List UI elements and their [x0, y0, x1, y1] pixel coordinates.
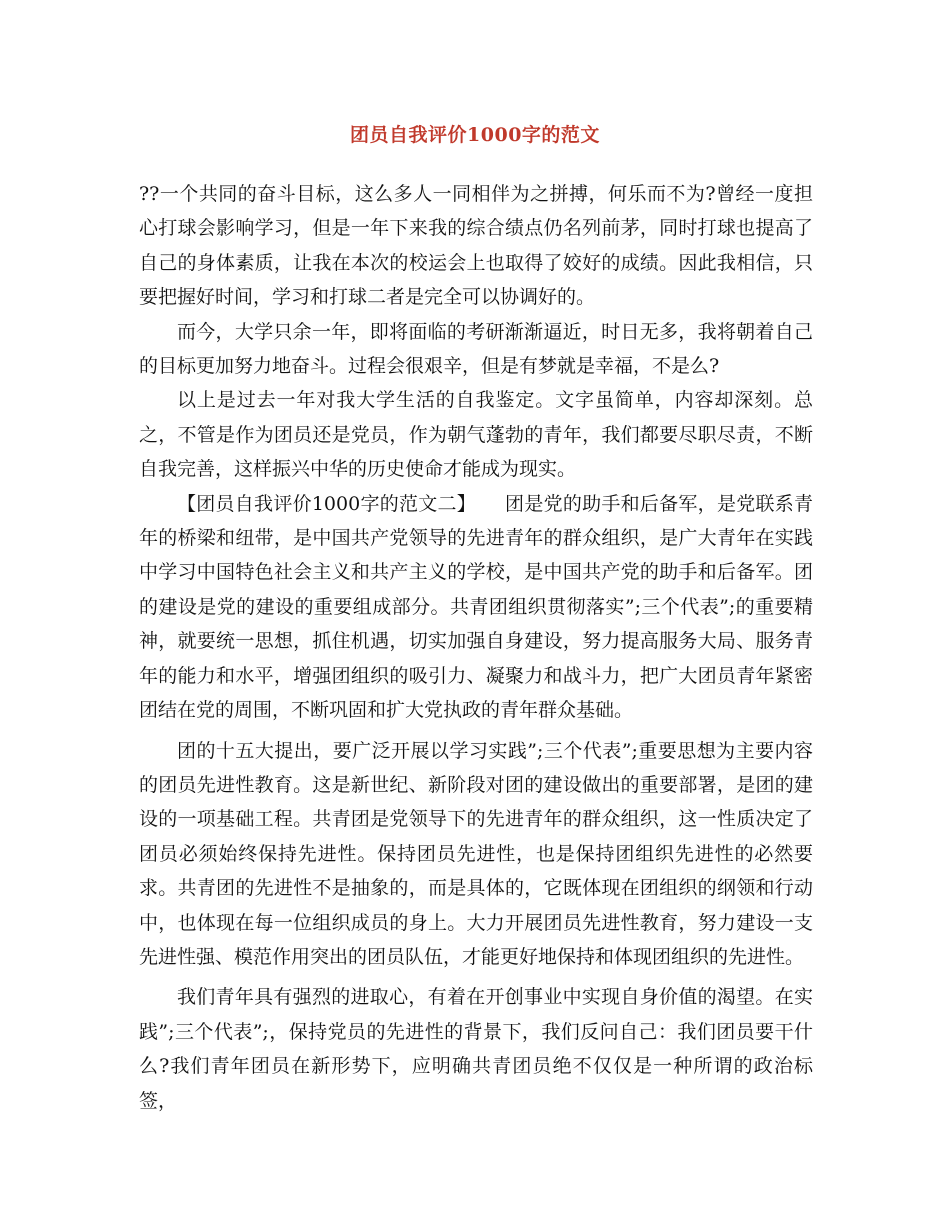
document-body	[139, 177, 813, 1118]
paragraph-1: ??一个共同的奋斗目标，这么多人一同相伴为之拼搏，何乐而不为?曾经一度担心打球会影响学习，但是一年下来我的综合绩点仍名列前茅，同时打球也提高了自己的身体素质，让我在本次的校运会上也取得了姣好的成绩。因此我相信，只要把握好时间，学习和打球二者是完全可以协调好的。	[139, 183, 813, 309]
paragraph-3: 以上是过去一年对我大学生活的自我鉴定。文字虽简单，内容却深刻。总之，不管是作为团员还是党员，作为朝气蓬勃的青年，我们都要尽职尽责，不断自我完善，这样振兴中华的历史使命才能成为现实。	[139, 389, 813, 481]
paragraph-6: 我们青年具有强烈的进取心，有着在开创事业中实现自身价值的渴望。在实践”;三个代表”;，保持党员的先进性的背景下，我们反问自己：我们团员要干什么?我们青年团员在新形势下，应明确共青团员绝不仅仅是一种所谓的政治标签，	[139, 986, 813, 1112]
paragraph-4: 【团员自我评价1000字的范文二】 团是党的助手和后备军，是党联系青年的桥梁和纽带，是中国共产党领导的先进青年的群众组织，是广大青年在实践中学习中国特色社会主义和共产主义的学校，是中国共产党的助手和后备军。团的建设是党的建设的重要组成部分。共青团组织贯彻落实”;三个代表”;的重要精神，就要统一思想，抓住机遇，切实加强自身建设，努力提高服务大局、服务青年的能力和水平，增强团组织的吸引力、凝聚力和战斗力，把广大团员青年紧密团结在党的周围，不断巩固和扩大党执政的青年群众基础。	[139, 492, 813, 722]
paragraph-2: 而今，大学只余一年，即将面临的考研渐渐逼近，时日无多，我将朝着自己的目标更加努力地奋斗。过程会很艰辛，但是有梦就是幸福，不是么?	[139, 320, 813, 378]
document-title: 团员自我评价1000字的范文	[350, 124, 600, 146]
paragraph-5: 团的十五大提出，要广泛开展以学习实践”;三个代表”;重要思想为主要内容的团员先进性教育。这是新世纪、新阶段对团的建设做出的重要部署，是团的建设的一项基础工程。共青团是党领导下的先进青年的群众组织，这一性质决定了团员必须始终保持先进性。保持团员先进性，也是保持团组织先进性的必然要求。共青团的先进性不是抽象的，而是具体的，它既体现在团组织的纲领和行动中，也体现在每一位组织成员的身上。大力开展团员先进性教育，努力建设一支先进性强、模范作用突出的团员队伍，才能更好地保持和体现团组织的先进性。	[139, 739, 813, 968]
